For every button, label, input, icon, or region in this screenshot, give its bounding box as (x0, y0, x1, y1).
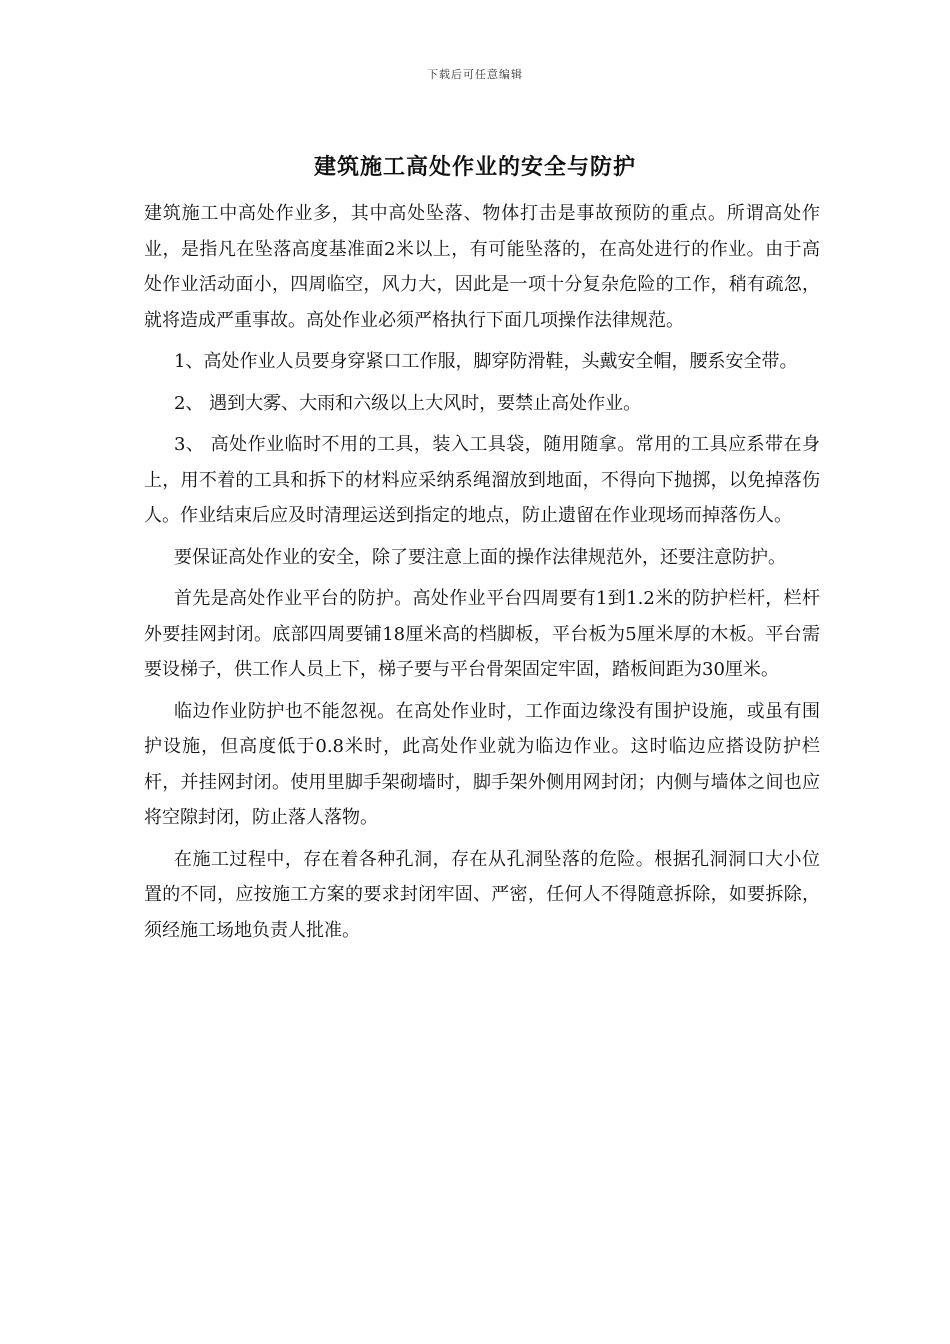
header-note: 下载后可任意编辑 (427, 68, 523, 81)
document-body (144, 196, 820, 954)
platform-protection-paragraph: 首先是高处作业平台的防护。高处作业平台四周要有1到1.2米的防护栏杆，栏杆外要挂网封闭。底部四周要铺18厘米高的档脚板，平台板为5厘米厚的木板。平台需要设梯子，供工作人员上下，梯子要与平台骨架固定牢固，踏板间距为30厘米。 (144, 588, 820, 680)
intro-paragraph: 建筑施工中高处作业多，其中高处坠落、物体打击是事故预防的重点。所谓高处作业，是指凡在坠落高度基准面2米以上，有可能坠落的，在高处进行的作业。由于高处作业活动面小，四周临空，风力大，因此是一项十分复杂危险的工作，稍有疏忽，就将造成严重事故。高处作业必须严格执行下面几项操作法律规范。 (144, 203, 820, 331)
rule-item-2: 2、 遇到大雾、大雨和六级以上大风时，要禁止高处作业。 (174, 392, 642, 414)
protection-intro-paragraph: 要保证高处作业的安全，除了要注意上面的操作法律规范外，还要注意防护。 (174, 546, 786, 568)
rule-item-1: 1、高处作业人员要身穿紧口工作服，脚穿防滑鞋，头戴安全帽，腰系安全带。 (174, 351, 798, 372)
edge-work-paragraph: 临边作业防护也不能忽视。在高处作业时，工作面边缘没有围护设施，或虽有围护设施，但高度低于0.8米时，此高处作业就为临边作业。这时临边应搭设防护栏杆，并挂网封闭。使用里脚手架砌墙时，脚手架外侧用网封闭；内侧与墙体之间也应将空隙封闭，防止落人落物。 (144, 700, 820, 828)
rule-item-3: 3、 高处作业临时不用的工具，装入工具袋，随用随拿。常用的工具应系带在身上，用不着的工具和拆下的材料应采纳系绳溜放到地面，不得向下抛掷，以免掉落伤人。作业结束后应及时清理运送到指定的地点，防止遗留在作业现场而掉落伤人。 (144, 434, 820, 526)
openings-paragraph: 在施工过程中，存在着各种孔洞，存在从孔洞坠落的危险。根据孔洞洞口大小位置的不同，应按施工方案的要求封闭牢固、严密，任何人不得随意拆除，如要拆除，须经施工场地负责人批准。 (144, 848, 820, 941)
document-title: 建筑施工高处作业的安全与防护 (313, 155, 636, 180)
